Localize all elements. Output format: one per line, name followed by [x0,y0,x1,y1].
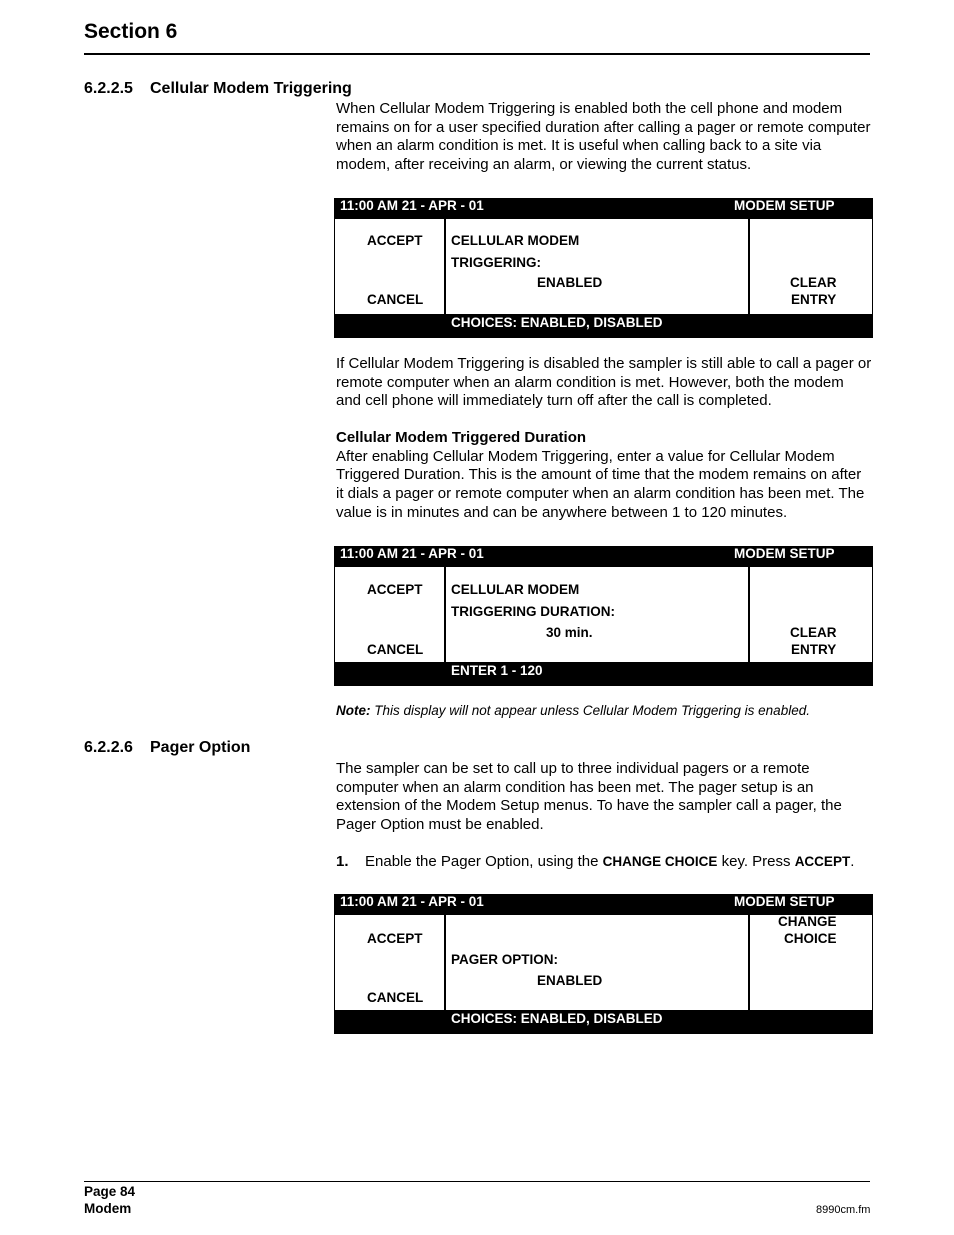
display-choices-bar: CHOICES: ENABLED, DISABLED [451,1011,663,1026]
display-panel-duration [334,546,873,686]
display-status-bar [334,546,873,567]
display-main-area [446,915,748,1010]
subsection-title: Pager Option [150,739,251,756]
display-choices-bar: CHOICES: ENABLED, DISABLED [451,315,663,330]
display-time: 11:00 AM 21 - APR - 01 [340,198,484,213]
duration-text: After enabling Cellular Modem Triggering, enter a value for Cellular Modem Triggered Duration. This is the amount of time that the modem remains on after it dials a pager or remote computer when an alarm condition has been met. The value is in minutes and can be anywhere between 1 to 120 minutes. [336,447,865,521]
subhead-triggered-duration: Cellular Modem Triggered Duration [336,429,587,446]
step-number: 1. [336,853,349,870]
display-panel-pager [334,894,873,1034]
cancel-softkey[interactable]: CANCEL [367,642,424,657]
subsection-title: Cellular Modem Triggering [150,80,352,97]
change-choice-key-ref: CHANGE CHOICE [602,854,718,869]
display-time: 11:00 AM 21 - APR - 01 [340,894,484,909]
accept-key-ref: ACCEPT [794,854,851,869]
display-right-keys[interactable] [750,567,872,662]
header-rule [84,53,870,55]
display-line-1: CELLULAR MODEM [451,582,580,597]
display-value: ENABLED [537,275,603,290]
display-left-keys [335,219,444,314]
paragraph-disabled: If Cellular Modem Triggering is disabled the sampler is still able to call a pager or remote computer when an alarm condition is met. However, both the modem and cell phone will immediately turn off after the call is completed. [336,355,872,410]
display-right-keys[interactable] [750,219,872,314]
display-panel-triggering [334,198,873,338]
chapter-name: Modem [84,1201,132,1216]
display-menu-title: MODEM SETUP [734,894,835,909]
display-line-1: CELLULAR MODEM [451,233,580,248]
display-line-2: TRIGGERING: [451,255,541,270]
display-menu-title: MODEM SETUP [734,546,835,561]
display-status-bar [334,198,873,219]
subsection-heading-pager-option [84,739,250,757]
display-menu-title: MODEM SETUP [734,198,835,213]
subsection-heading-cellular-modem-triggering [84,80,352,98]
accept-softkey[interactable]: ACCEPT [367,233,423,248]
step-text-b: key. Press [717,853,795,870]
step-1 [336,853,854,870]
change-softkey-label: CHANGE [778,914,837,929]
entry-softkey-label: ENTRY [791,292,837,307]
clear-softkey-label: CLEAR [790,275,837,290]
display-line-2: PAGER OPTION: [451,952,559,967]
display-value: 30 min. [546,625,593,640]
subsection-number: 6.2.2.5 [84,80,133,97]
accept-softkey[interactable]: ACCEPT [367,582,423,597]
footer-rule [84,1181,870,1182]
cancel-softkey[interactable]: CANCEL [367,990,424,1005]
file-name: 8990cm.fm [816,1204,871,1216]
paragraph-pager: The sampler can be set to call up to three individual pagers or a remote computer when an alarm condition has been met. The pager setup is an extension of the Modem Setup menus. To have the sampler call a pager, the Pager Option must be enabled. [336,760,842,834]
note [336,703,810,718]
display-left-keys [335,915,444,1010]
choice-softkey-label: CHOICE [784,931,837,946]
note-label: Note: [336,703,371,718]
section-heading: Section 6 [84,20,178,43]
display-left-keys [335,567,444,662]
display-time: 11:00 AM 21 - APR - 01 [340,546,484,561]
paragraph-duration [336,429,872,523]
display-range-bar: ENTER 1 - 120 [451,663,543,678]
display-line-2: TRIGGERING DURATION: [451,604,615,619]
paragraph-intro: When Cellular Modem Triggering is enabled both the cell phone and modem remains on for a user specified duration after calling a pager or remote computer when an alarm condition is met. It is useful when calling back to a site via modem, after receiving an alarm, or viewing the current status. [336,100,871,174]
display-main-area [446,567,748,662]
page-number: Page 84 [84,1184,136,1199]
accept-softkey[interactable]: ACCEPT [367,931,423,946]
note-text: This display will not appear unless Cellular Modem Triggering is enabled. [370,703,810,718]
display-right-keys[interactable] [750,915,872,1010]
display-main-area [446,219,748,314]
display-value: ENABLED [537,973,603,988]
step-text-a: Enable the Pager Option, using the [365,853,603,870]
step-text-c: . [850,853,855,870]
display-status-bar [334,894,873,915]
subsection-number: 6.2.2.6 [84,739,133,756]
clear-softkey-label: CLEAR [790,625,837,640]
entry-softkey-label: ENTRY [791,642,837,657]
cancel-softkey[interactable]: CANCEL [367,292,424,307]
